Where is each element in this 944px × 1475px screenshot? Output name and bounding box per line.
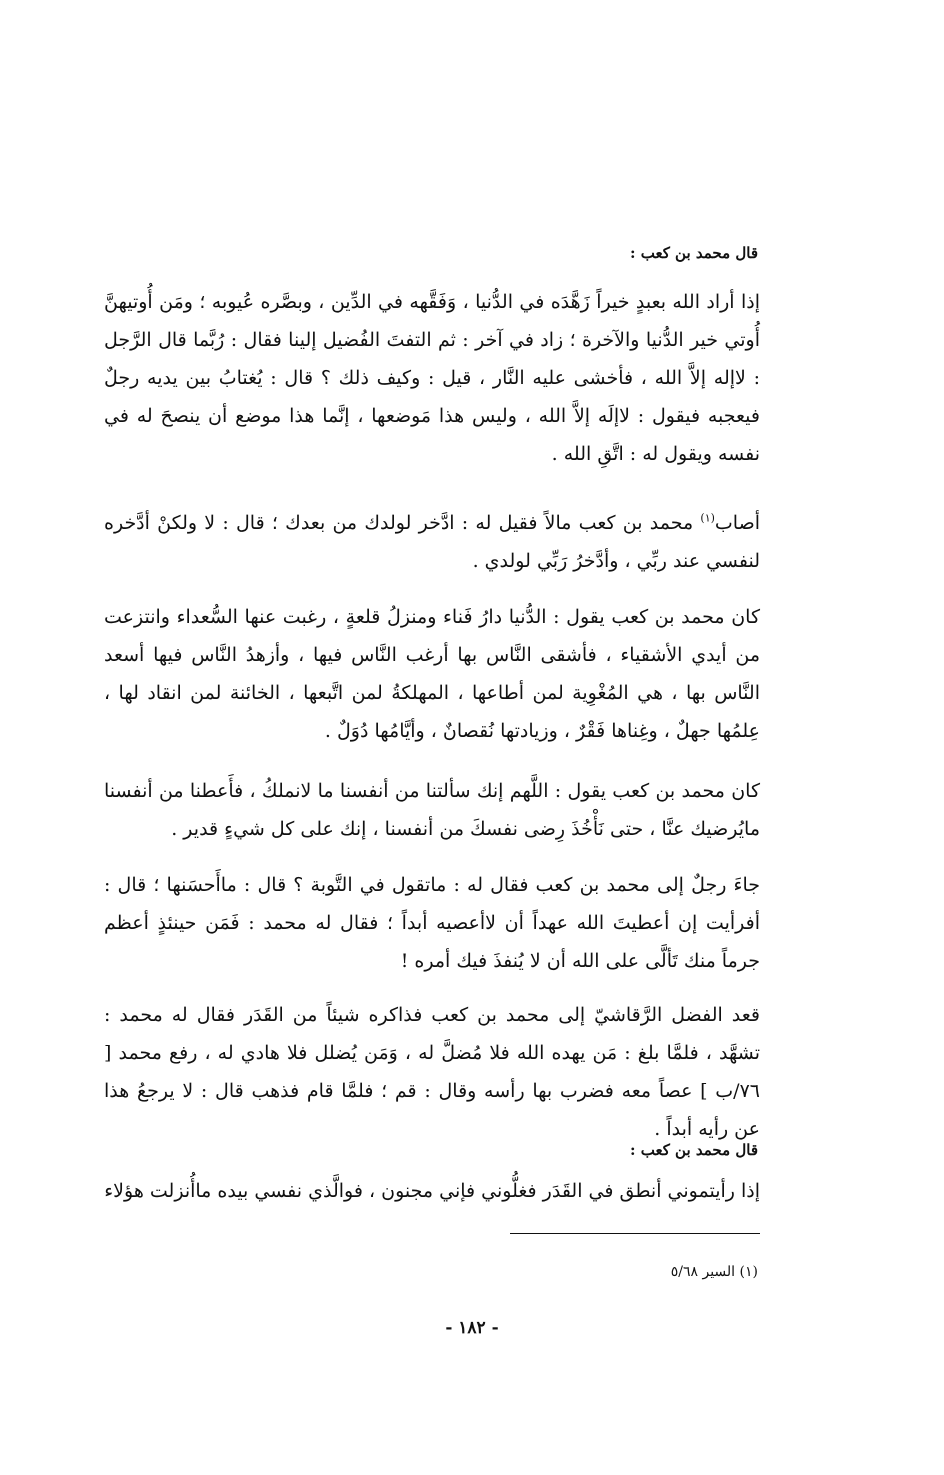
- page-number: - ١٨٢ -: [445, 1318, 499, 1338]
- footnote: (١) السير ٥/٦٨: [670, 1264, 758, 1280]
- paragraph-1: إذا أراد الله بعبدٍ خيراً زَهَّدَه في الدُّنيا ، وَفَقَّهه في الدِّين ، وبصَّره عُيوبه ؛ ومَن أُوتيهنَّ أُوتي خير الدُّنيا والآخرة ؛ زاد في آخر : ثم التفتَ الفُضيل إلينا فقال : رُبَّما قال الرَّجل : لاإله إلاَّ الله ، فأخشى عليه النَّار ، قيل : وكيف ذلك ؟ قال : يُغتابُ بين يديه رجلٌ فيعجبه فيقول : لاإلَه إلاَّ الله ، وليس هذا مَوضعها ، إنَّما هذا موضع أن ينصحَ له في نفسه ويقول له : اتَّقِ الله .: [104, 291, 760, 465]
- section-heading: قال محمد بن كعب :: [629, 244, 758, 262]
- paragraph-5: جاءَ رجلٌ إلى محمد بن كعب فقال له : ماتقول في التَّوبة ؟ قال : ماأَحسَنها ؛ قال : أفرأيت إن أعطيتَ الله عهداً أن لاأعصيه أبداً ؛ فقال له محمد : فَمَن حينئذٍ أعظم جرماً منك تَألَّى على الله أن لا يُنفذَ فيك أمره !: [104, 874, 760, 972]
- paragraph-2-start: أصاب: [714, 512, 760, 534]
- paragraph-6: قعد الفضل الرَّقاشيّ إلى محمد بن كعب فذاكره شيئاً من القَدَر فقال له محمد : تشهَّد ، فلمَّا بلغ : مَن يهده الله فلا مُضلَّ له ، وَمَن يُضلل فلا هادي له ، رفع محمد [ ٧٦/ب ] عصاً معه فضرب بها رأسه وقال : قم ؛ فلمَّا قام فذهب قال : لا يرجعُ هذا عن رأيه أبداً .: [104, 1004, 760, 1140]
- footnote-divider: [510, 1233, 760, 1234]
- paragraph-3: كان محمد بن كعب يقول : الدُّنيا دارُ فَناء ومنزلُ قلعةٍ ، رغبت عنها السُّعداء وانتزعت من أيدي الأشقياء ، فأشقى النَّاس بها أرغب النَّاس فيها ، وأزهدُ النَّاس فيها أسعد النَّاس بها ، هي المُغْوِية لمن أطاعها ، المهلكةُ لمن اتَّبعها ، الخائنة لمن انقاد لها ، عِلمُها جهلٌ ، وغِناها فَقْرٌ ، وزيادتها نُقصانٌ ، وأيَّامُها دُوَلٌ .: [104, 606, 760, 742]
- footnote-marker: (١): [700, 511, 715, 525]
- paragraph-4: كان محمد بن كعب يقول : اللَّهم إنك سألتنا من أنفسنا ما لانملكُ ، فأَعطنا من أنفسنا مايُرضيك عنَّا ، حتى نَأْخُذَ رِضى نفسكَ من أنفسنا ، إنك على كل شيءٍ قدير .: [104, 780, 760, 840]
- section-heading: قال محمد بن كعب :: [629, 1141, 758, 1159]
- paragraph-2-rest: محمد بن كعب مالاً فقيل له : ادَّخر لولدك من بعدك ؛ قال : لا ولكنْ أدَّخره لنفسي عند ربِّي ، وأدَّخرُ رَبِّي لولدي .: [104, 512, 760, 572]
- paragraph-7: إذا رأيتموني أنطق في القَدَر فغلُّوني فإني مجنون ، فوالَّذي نفسي بيده ماأُنزلت هؤلاء: [104, 1180, 760, 1202]
- paragraph-2: [104, 504, 760, 580]
